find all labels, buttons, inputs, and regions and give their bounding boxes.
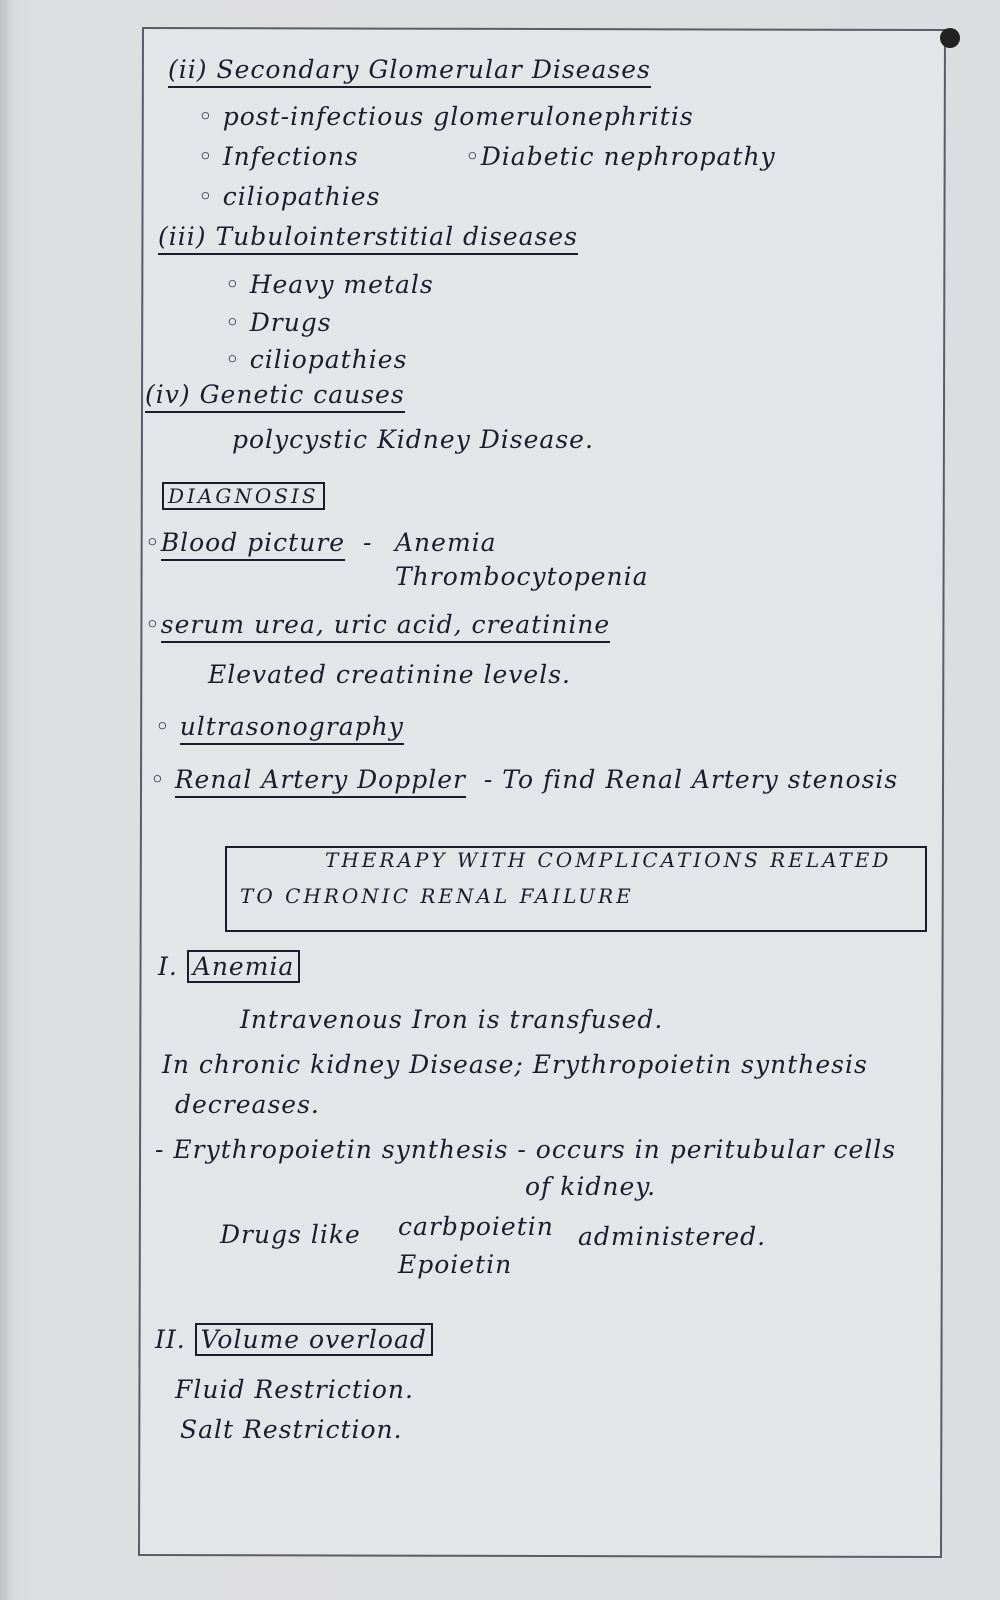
ultrasonography-label: ultrasonography [180,712,404,745]
anemia-number: I. [158,952,178,981]
anemia-drug-2: Epoietin [398,1250,513,1279]
list-item: Salt Restriction. [180,1415,403,1444]
anemia-drug-1: carbpoietin [398,1212,554,1241]
volume-number: II. [155,1325,186,1354]
list-item-text: post-infectious glomerulonephritis [222,102,694,131]
blood-picture-label: Blood picture [161,528,345,561]
doppler-note: - To find Renal Artery stenosis [483,765,899,794]
anemia-administered: administered. [578,1222,767,1251]
serum-row: ◦serum urea, uric acid, creatinine [145,610,610,639]
list-item: ◦ ciliopathies [225,345,408,374]
therapy-title-line1: THERAPY WITH COMPLICATIONS RELATED [325,848,892,872]
blood-picture-row: ◦Blood picture - [145,528,372,557]
serum-note: Elevated creatinine levels. [208,660,571,689]
list-item-text: ciliopathies [222,182,381,211]
genetic-heading [145,380,405,409]
secondary-heading [168,55,651,84]
ultrasonography-row: ◦ ultrasonography [155,712,404,741]
volume-heading-box: Volume overload [195,1323,433,1356]
page-hole-mark [940,28,960,48]
list-item: ◦ Infections [198,142,359,171]
list-item: ◦ Drugs [225,308,332,337]
anemia-heading-box: Anemia [187,950,301,983]
tubulo-heading [158,222,578,251]
list-item-text: Diabetic nephropathy [480,142,776,171]
blood-value-anemia: Anemia [395,528,497,557]
list-item-text: ciliopathies [249,345,408,374]
serum-label: serum urea, uric acid, creatinine [161,610,610,643]
anemia-line: In chronic kidney Disease; Erythropoietin synthesis [162,1050,868,1079]
anemia-line: of kidney. [525,1172,657,1201]
tubulo-heading-text: (iii) Tubulointerstitial diseases [158,222,578,255]
genetic-text: polycystic Kidney Disease. [232,425,594,454]
anemia-line: - Erythropoietin synthesis - occurs in peritubular cells [155,1135,897,1164]
doppler-row: ◦ Renal Artery Doppler - To find Renal Artery stenosis [150,765,898,794]
blood-value-thrombocytopenia: Thrombocytopenia [395,562,649,591]
therapy-title-line2: TO CHRONIC RENAL FAILURE [240,884,634,908]
anemia-line: decreases. [175,1090,320,1119]
anemia-line: Intravenous Iron is transfused. [240,1005,664,1034]
secondary-heading-text: (ii) Secondary Glomerular Diseases [168,55,651,88]
diagnosis-heading-box: DIAGNOSIS [162,482,325,510]
blood-picture-dash: - [362,528,373,557]
list-item: ◦ ciliopathies [198,182,381,211]
genetic-heading-text: (iv) Genetic causes [145,380,405,413]
list-item: ◦ Heavy metals [225,270,434,299]
diagnosis-heading [162,484,325,508]
list-item: Fluid Restriction. [175,1375,414,1404]
list-item-text: Heavy metals [249,270,434,299]
list-item: ◦ post-infectious glomerulonephritis [198,102,694,131]
list-item-text: Infections [222,142,359,171]
anemia-drugs-label: Drugs like [220,1220,361,1249]
volume-heading [155,1325,433,1354]
list-item: ◦Diabetic nephropathy [465,142,776,171]
doppler-label: Renal Artery Doppler [175,765,466,798]
list-item-text: Drugs [249,308,332,337]
anemia-heading [158,952,300,981]
